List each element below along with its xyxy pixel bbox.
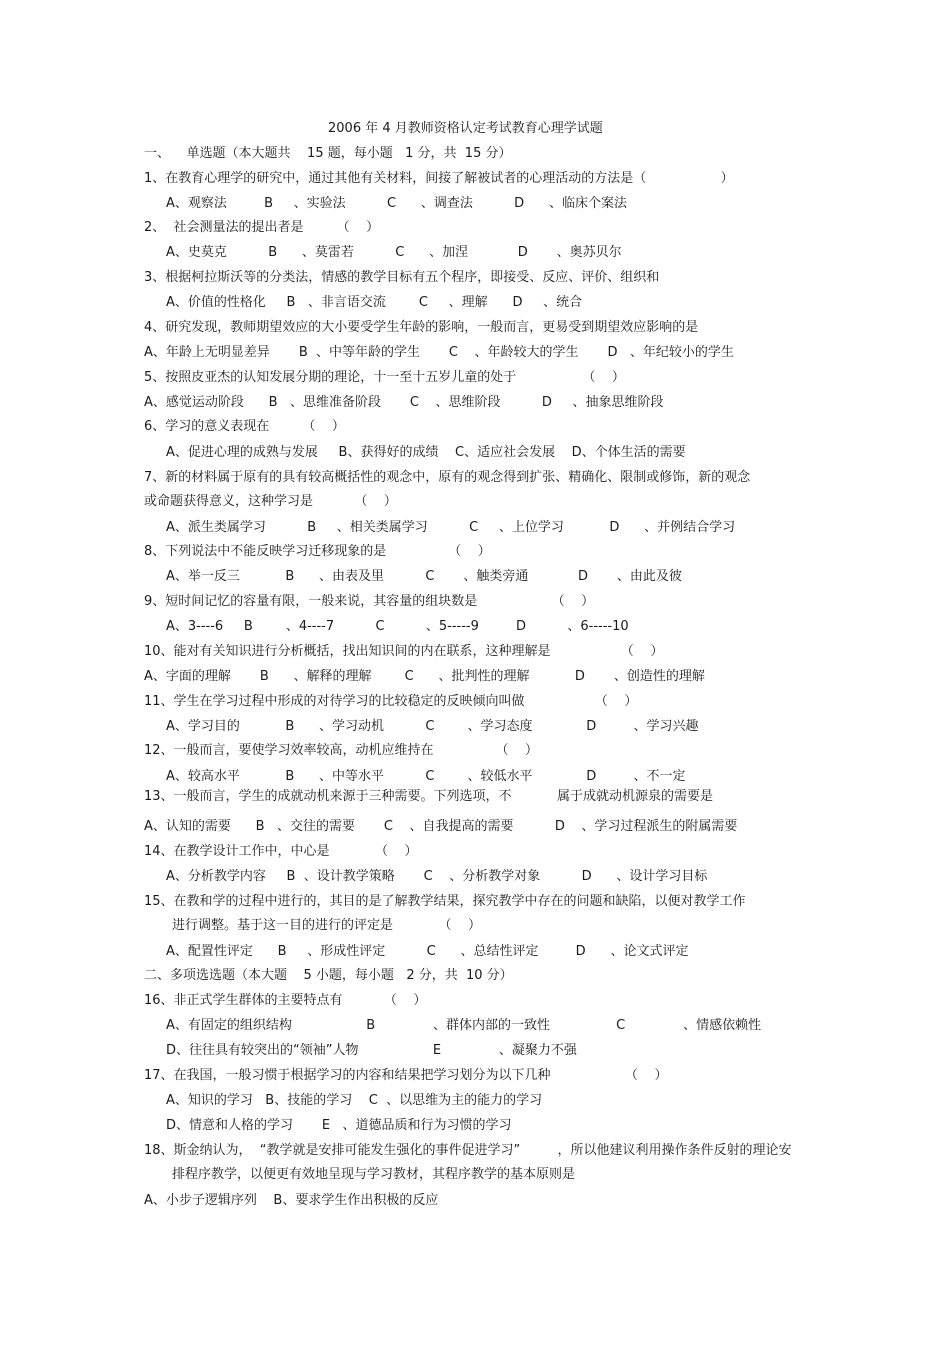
question-1-options: A、观察法 B 、实验法 C 、调查法 D 、临床个案法 — [166, 196, 627, 211]
question-6-options: A、促进心理的成熟与发展 B、获得好的成绩 C、适应社会发展 D、个体生活的需要 — [166, 445, 686, 460]
question-8: 8、下列说法中不能反映学习迁移现象的是 （ ） — [144, 544, 491, 559]
question-16-options-row2: D、往往具有较突出的“领袖”人物 E 、凝聚力不强 — [166, 1043, 577, 1058]
question-18-continued: 排程序教学，以便更有效地呈现与学习教材，其程序教学的基本原则是 — [172, 1167, 576, 1182]
question-10: 10、能对有关知识进行分析概括，找出知识间的内在联系，这种理解是 （ ） — [144, 644, 664, 659]
question-17-options-row1: A、知识的学习 B、技能的学习 C 、以思维为主的能力的学习 — [166, 1093, 543, 1108]
question-5: 5、按照皮亚杰的认知发展分期的理论，十一至十五岁儿童的处于 （ ） — [144, 370, 625, 385]
question-17-options-row2: D、情意和人格的学习 E 、道德品质和行为习惯的学习 — [166, 1118, 512, 1133]
question-9-options: A、3----6 B 、4----7 C 、5-----9 D 、6-----10 — [166, 619, 629, 634]
question-3-options: A、价值的性格化 B 、非言语交流 C 、理解 D 、统合 — [166, 295, 583, 310]
question-7: 7、新的材料属于原有的具有较高概括性的观念中，原有的观念得到扩张、精确化、限制或修饰，新的观念 — [144, 470, 751, 485]
question-16-options-row1: A、有固定的组织结构 B 、群体内部的一致性 C 、情感依赖性 — [166, 1018, 762, 1033]
question-12-options: A、较高水平 B 、中等水平 C 、较低水平 D 、不一定 — [166, 769, 686, 784]
question-15: 15、在教和学的过程中进行的，其目的是了解教学结果，探究教学中存在的问题和缺陷，以便对教学工作 — [144, 894, 746, 909]
question-18: 18、斯金纳认为， “教学就是安排可能发生强化的事件促进学习” ，所以他建议利用操作条件反射的理论安 — [144, 1143, 792, 1158]
question-4-options: A、年龄上无明显差异 B 、中等年龄的学生 C 、年龄较大的学生 D 、年纪较小的学生 — [144, 345, 734, 360]
question-14-options: A、分析教学内容 B 、设计教学策略 C 、分析教学对象 D 、设计学习目标 — [166, 869, 708, 884]
question-16: 16、非正式学生群体的主要特点有 （ ） — [144, 993, 427, 1008]
section-heading-multiple-choice: 二、多项选选题（本大题 5 小题，每小题 2 分，共 10 分） — [144, 968, 513, 983]
page-title: 2006 年 4 月教师资格认定考试教育心理学试题 — [328, 121, 603, 136]
question-1: 1、在教育心理学的研究中，通过其他有关材料，间接了解被试者的心理活动的方法是（ ） — [144, 171, 734, 186]
question-14: 14、在教学设计工作中，中心是 （ ） — [144, 844, 418, 859]
question-4: 4、研究发现，教师期望效应的大小要受学生年龄的影响，一般而言，更易受到期望效应影响的是 — [144, 320, 699, 335]
question-11: 11、学生在学习过程中形成的对待学习的比较稳定的反映倾向叫做 （ ） — [144, 694, 638, 709]
question-13-options: A、认知的需要 B 、交往的需要 C 、自我提高的需要 D 、学习过程派生的附属需要 — [144, 819, 738, 834]
question-3: 3、根据柯拉斯沃等的分类法，情感的教学目标有五个程序，即接受、反应、评价、组织和 — [144, 270, 660, 285]
question-5-options: A、感觉运动阶段 B 、思维准备阶段 C 、思维阶段 D 、抽象思维阶段 — [144, 395, 664, 410]
question-10-options: A、字面的理解 B 、解释的理解 C 、批判性的理解 D 、创造性的理解 — [144, 669, 705, 684]
question-6: 6、学习的意义表现在 （ ） — [144, 419, 345, 434]
question-18-options: A、小步子逻辑序列 B、要求学生作出积极的反应 — [144, 1193, 439, 1208]
section-heading-single-choice: 一、 单选题（本大题共 15 题，每小题 1 分，共 15 分） — [144, 146, 512, 161]
question-15-options: A、配置性评定 B 、形成性评定 C 、总结性评定 D 、论文式评定 — [166, 944, 689, 959]
question-8-options: A、举一反三 B 、由表及里 C 、触类旁通 D 、由此及彼 — [166, 569, 682, 584]
question-12: 12、一般而言，要使学习效率较高，动机应维持在 （ ） — [144, 743, 539, 758]
question-2-options: A、史莫克 B 、莫雷若 C 、加涅 D 、奥苏贝尔 — [166, 245, 622, 260]
question-15-continued: 进行调整。基于这一目的进行的评定是 （ ） — [172, 918, 481, 933]
question-2: 2、 社会测量法的提出者是 （ ） — [144, 220, 380, 235]
question-7-continued: 或命题获得意义，这种学习是 （ ） — [144, 494, 397, 509]
question-9: 9、短时间记忆的容量有限，一般来说，其容量的组块数是 （ ） — [144, 594, 595, 609]
question-17: 17、在我国，一般习惯于根据学习的内容和结果把学习划分为以下几种 （ ） — [144, 1068, 668, 1083]
question-13: 13、一般而言，学生的成就动机来源于三种需要。下列选项，不 属于成就动机源泉的需要是 — [144, 789, 713, 804]
question-7-options: A、派生类属学习 B 、相关类属学习 C 、上位学习 D 、并例结合学习 — [166, 520, 736, 535]
question-11-options: A、学习目的 B 、学习动机 C 、学习态度 D 、学习兴趣 — [166, 719, 699, 734]
